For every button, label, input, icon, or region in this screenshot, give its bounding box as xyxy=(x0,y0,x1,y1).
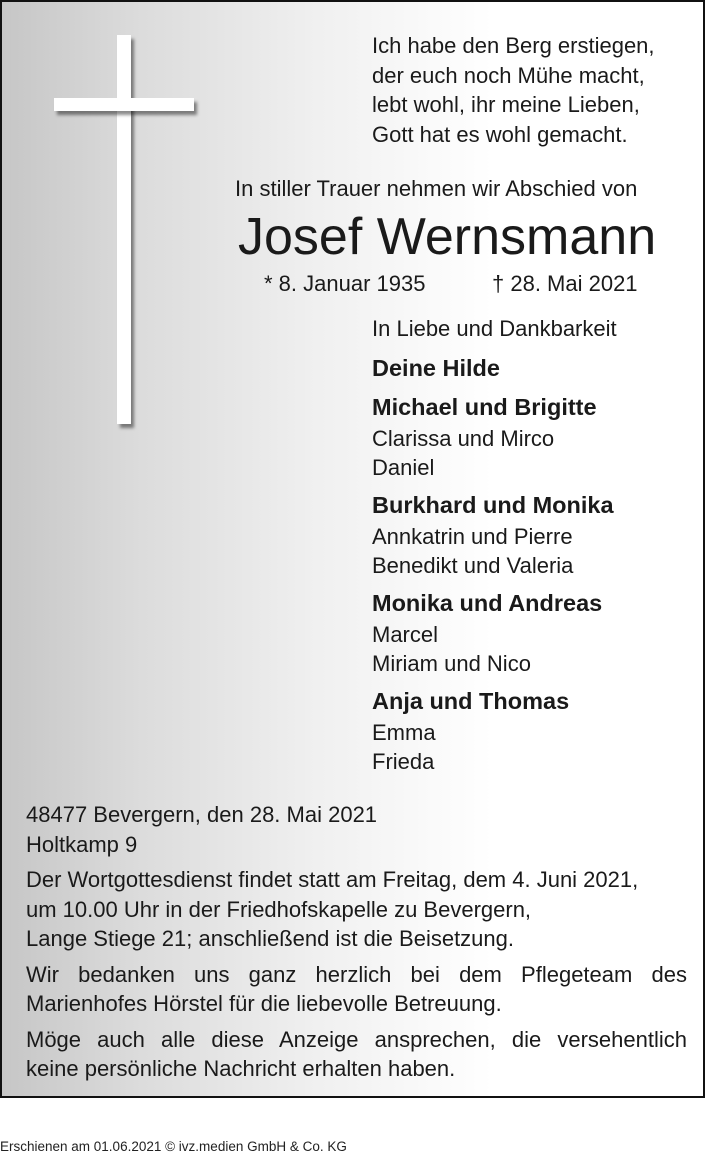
family-child: Clarissa und Mirco xyxy=(372,425,555,451)
deceased-name: Josef Wernsmann xyxy=(238,208,657,266)
service-line: um 10.00 Uhr in der Friedhofskapelle zu Bevergern, xyxy=(26,896,532,922)
closing-line: keine persönliche Nachricht erhalten haben. xyxy=(26,1056,456,1081)
street-address: Holtkamp 9 xyxy=(26,831,138,857)
service-line: Lange Stiege 21; anschließend ist die Beisetzung. xyxy=(26,926,514,951)
family-child: Miriam und Nico xyxy=(372,651,531,676)
family-couple: Monika und Andreas xyxy=(372,589,603,616)
thanks-line: Marienhofes Hörstel für die liebevolle Betreuung. xyxy=(26,991,502,1016)
family-couple: Burkhard und Monika xyxy=(372,491,614,518)
family-child: Marcel xyxy=(372,621,439,647)
service-paragraph xyxy=(26,865,687,954)
cross-icon xyxy=(117,35,131,424)
closing-line: Möge auch alle diese Anzeige ansprechen, die versehentlich xyxy=(26,1026,687,1052)
cross-icon-bar xyxy=(54,98,194,111)
family-child: Benedikt und Valeria xyxy=(372,553,574,578)
poem-line: Gott hat es wohl gemacht. xyxy=(372,121,628,147)
service-line: Der Wortgottesdienst findet statt am Freitag, dem 4. Juni 2021, xyxy=(26,867,639,892)
poem-line: der euch noch Mühe macht, xyxy=(372,62,645,88)
birth-date: * 8. Januar 1935 xyxy=(264,271,426,296)
family-child: Emma xyxy=(372,719,436,745)
death-date: † 28. Mai 2021 xyxy=(492,271,638,296)
farewell-intro: In stiller Trauer nehmen wir Abschied von xyxy=(235,176,638,201)
family-child: Daniel xyxy=(372,455,435,480)
place-date: 48477 Bevergern, den 28. Mai 2021 xyxy=(26,802,378,827)
family-wife: Deine Hilde xyxy=(372,354,500,381)
family-couple: Anja und Thomas xyxy=(372,687,570,714)
family-intro: In Liebe und Dankbarkeit xyxy=(372,316,617,341)
family-list xyxy=(372,314,617,777)
thanks-paragraph xyxy=(26,960,687,1019)
family-couple: Michael und Brigitte xyxy=(372,393,597,420)
family-child: Annkatrin und Pierre xyxy=(372,523,573,549)
poem xyxy=(372,31,655,149)
poem-line: lebt wohl, ihr meine Lieben, xyxy=(372,92,640,117)
address-block xyxy=(26,800,687,859)
poem-line: Ich habe den Berg erstiegen, xyxy=(372,33,655,58)
service-info xyxy=(26,800,687,1090)
thanks-line: Wir bedanken uns ganz herzlich bei dem Pflegeteam des xyxy=(26,961,687,987)
family-child: Frieda xyxy=(372,749,435,774)
publication-credit: Erschienen am 01.06.2021 © ivz.medien GmbH & Co. KG xyxy=(0,1139,347,1154)
closing-paragraph xyxy=(26,1025,687,1084)
